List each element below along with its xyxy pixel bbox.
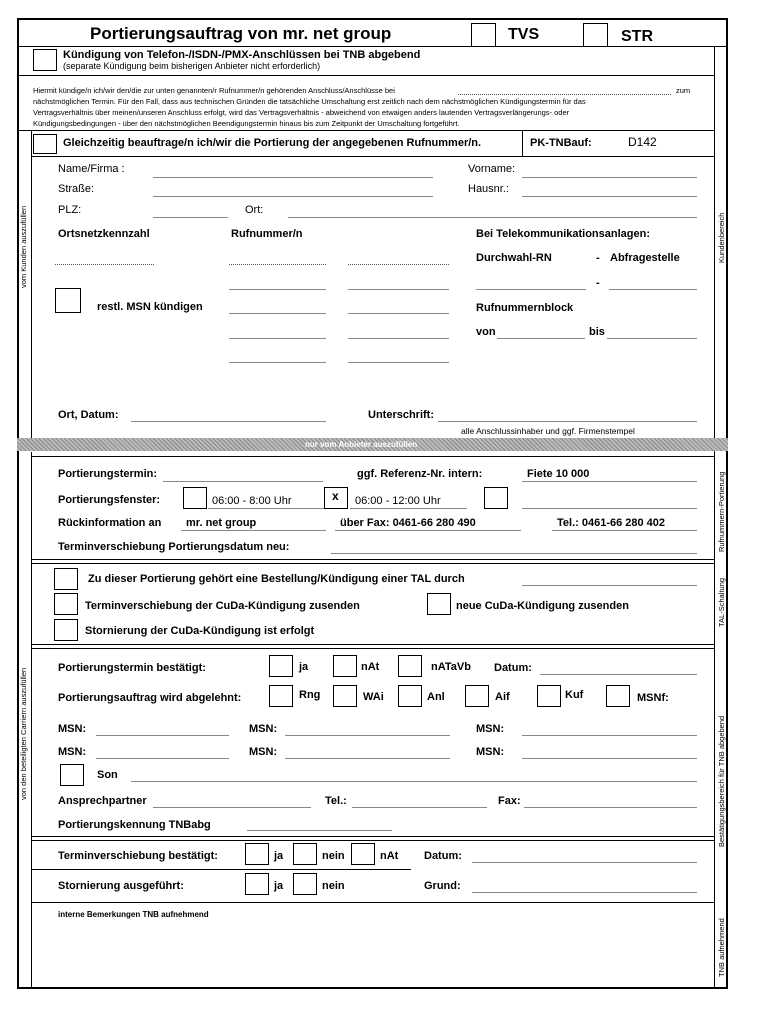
wai-checkbox[interactable] bbox=[333, 685, 357, 707]
bis-label: bis bbox=[589, 326, 605, 338]
tal-bestellung-field[interactable] bbox=[522, 585, 697, 586]
cuda-storno-label: Stornierung der CuDa-Kündigung ist erfolgt bbox=[85, 625, 315, 637]
side-label-tnb-abg-right: Bestätigungsbereich für TNB abgebend bbox=[717, 715, 726, 847]
msn-label-6: MSN: bbox=[476, 746, 505, 758]
msn-field-2[interactable] bbox=[285, 735, 450, 736]
aif-checkbox[interactable] bbox=[465, 685, 489, 707]
fenster-opt1-label: 06:00 - 8:00 Uhr bbox=[212, 495, 292, 507]
msn-field-3[interactable] bbox=[522, 735, 697, 736]
rufnummer-field-5a[interactable] bbox=[229, 362, 326, 363]
rueck-tel-label: Tel.: 0461-66 280 402 bbox=[557, 517, 666, 529]
rueckinformation-line bbox=[181, 530, 326, 531]
ortsnetzkennzahl-label: Ortsnetzkennzahl bbox=[58, 228, 150, 240]
termin-ja-checkbox[interactable] bbox=[269, 655, 293, 677]
plz-field[interactable] bbox=[153, 203, 228, 218]
bestaetigung-box bbox=[31, 648, 715, 837]
anl-label: Anl bbox=[427, 691, 445, 703]
side-label-kunde-right: Kundenbereich bbox=[717, 212, 726, 263]
form-title: Portierungsauftrag von mr. net group bbox=[90, 24, 392, 43]
ort-field[interactable] bbox=[288, 203, 697, 218]
termin-bestaetigt-label: Portierungstermin bestätigt: bbox=[58, 662, 206, 674]
side-label-tal-right: TAL-Schaltung bbox=[717, 577, 726, 627]
termin-natavb-checkbox[interactable] bbox=[398, 655, 422, 677]
rufnummer-field-1b[interactable] bbox=[348, 264, 449, 265]
name-field[interactable] bbox=[153, 163, 433, 178]
cuda-neu-label: neue CuDa-Kündigung zusenden bbox=[456, 600, 629, 612]
portierungstermin-field[interactable] bbox=[163, 481, 323, 482]
termin-nat-label: nAt bbox=[361, 661, 380, 673]
ansprechpartner-label: Ansprechpartner bbox=[58, 795, 147, 807]
referenz-label: ggf. Referenz-Nr. intern: bbox=[357, 468, 483, 480]
msn-field-1[interactable] bbox=[96, 735, 229, 736]
header-divider bbox=[17, 46, 728, 47]
storno-label: Stornierung ausgeführt: bbox=[58, 880, 184, 892]
str-label: STR bbox=[621, 28, 653, 45]
ort-datum-label: Ort, Datum: bbox=[58, 409, 119, 421]
ort-datum-field[interactable] bbox=[131, 421, 326, 422]
kuendigung-para-line2: nächstmöglichen Termin. Für den Fall, dass aus technischen Gründen die tatsächliche Umschaltung erst zeitlich nach dem nächstmöglichen Kündigungstermin für das bbox=[33, 97, 586, 106]
msn-label-3: MSN: bbox=[476, 723, 505, 735]
rueck-fax-line bbox=[335, 530, 521, 531]
rufnummer-field-1a[interactable] bbox=[229, 264, 326, 265]
fenster-opt2-label: 06:00 - 12:00 Uhr bbox=[355, 495, 441, 507]
fenster-opt1-checkbox[interactable] bbox=[183, 487, 207, 509]
block-bis-field[interactable] bbox=[607, 338, 697, 339]
ansprechpartner-field[interactable] bbox=[153, 807, 311, 808]
pk-divider bbox=[522, 130, 523, 156]
abgelehnt-label: Portierungsauftrag wird abgelehnt: bbox=[58, 692, 242, 704]
hausnr-field[interactable] bbox=[522, 182, 697, 197]
rufnummer-field-5b[interactable] bbox=[348, 362, 449, 363]
tk-anlagen-label: Bei Telekommunikationsanlagen: bbox=[476, 228, 651, 240]
verschiebung-nein-label: nein bbox=[322, 850, 345, 862]
abfragestelle-label: Abfragestelle bbox=[610, 252, 680, 264]
remarks-area[interactable] bbox=[33, 922, 713, 986]
msnf-checkbox[interactable] bbox=[606, 685, 630, 707]
rufnummer-field-3b[interactable] bbox=[348, 313, 449, 314]
gleichzeitig-checkbox[interactable] bbox=[33, 134, 57, 154]
grund-field[interactable] bbox=[472, 892, 697, 893]
rufnummer-field-4a[interactable] bbox=[229, 338, 326, 339]
verschiebung-ja-checkbox[interactable] bbox=[245, 843, 269, 865]
gleichzeitig-divider bbox=[31, 156, 715, 157]
storno-nein-checkbox[interactable] bbox=[293, 873, 317, 895]
verschiebung-top-line bbox=[31, 840, 715, 841]
kuendigung-subtitle: (separate Kündigung beim bisherigen Anbieter nicht erforderlich) bbox=[63, 61, 321, 71]
side-label-tnb-auf-right: TNB aufnehmend bbox=[717, 918, 726, 977]
durchwahl-label: Durchwahl-RN bbox=[476, 252, 552, 264]
terminverschiebung-label: Terminverschiebung Portierungsdatum neu: bbox=[58, 541, 290, 553]
kuf-checkbox[interactable] bbox=[537, 685, 561, 707]
msn-label-5: MSN: bbox=[249, 746, 278, 758]
msn-label-1: MSN: bbox=[58, 723, 87, 735]
termin-ja-label: ja bbox=[299, 661, 309, 673]
unterschrift-field[interactable] bbox=[438, 421, 697, 422]
rueck-tel-line bbox=[552, 530, 697, 531]
aif-label: Aif bbox=[495, 691, 510, 703]
block-von-field[interactable] bbox=[497, 338, 585, 339]
rufnummer-field-2a[interactable] bbox=[229, 289, 326, 290]
cuda-verschiebung-checkbox[interactable] bbox=[54, 593, 78, 615]
wai-label: WAi bbox=[363, 691, 384, 703]
pk-tnbauf-value: D142 bbox=[628, 135, 657, 149]
vorname-label: Vorname: bbox=[468, 163, 516, 175]
verschiebung-ja-label: ja bbox=[274, 850, 284, 862]
ortsnetzkennzahl-field[interactable] bbox=[55, 264, 154, 265]
rufnummer-field-4b[interactable] bbox=[348, 338, 449, 339]
msn-field-6[interactable] bbox=[522, 758, 697, 759]
remarks-label: interne Bemerkungen TNB aufnehmend bbox=[58, 910, 209, 919]
abfrage-dash: - bbox=[596, 277, 600, 289]
gleichzeitig-label: Gleichzeitig beauftrage/n ich/wir die Portierung der angegebenen Rufnummer/n. bbox=[63, 137, 482, 149]
msnf-label: MSNf: bbox=[637, 692, 669, 704]
rng-label: Rng bbox=[299, 689, 321, 701]
kuendigung-checkbox[interactable] bbox=[33, 49, 57, 71]
strasse-field[interactable] bbox=[153, 182, 433, 197]
termin-datum-label: Datum: bbox=[494, 662, 532, 674]
verschiebung-nat-checkbox[interactable] bbox=[351, 843, 375, 865]
anbieter-name-field[interactable] bbox=[458, 94, 671, 95]
kuendigung-para-zum: zum bbox=[676, 86, 691, 95]
cuda-storno-checkbox[interactable] bbox=[54, 619, 78, 641]
kuendigung-divider bbox=[17, 75, 715, 76]
cuda-neu-checkbox[interactable] bbox=[427, 593, 451, 615]
termin-datum-field[interactable] bbox=[540, 674, 697, 675]
portierungstermin-label: Portierungstermin: bbox=[58, 468, 158, 480]
vorname-field[interactable] bbox=[522, 163, 697, 178]
terminverschiebung-field[interactable] bbox=[331, 553, 697, 554]
msn-label-4: MSN: bbox=[58, 746, 87, 758]
tal-bestellung-label: Zu dieser Portierung gehört eine Bestellung/Kündigung einer TAL durch bbox=[88, 573, 465, 585]
verschiebung-nein-checkbox[interactable] bbox=[293, 843, 317, 865]
tvs-label: TVS bbox=[508, 26, 540, 43]
msn-label-2: MSN: bbox=[249, 723, 278, 735]
verschiebung-nat-label: nAt bbox=[380, 850, 399, 862]
rufnummer-field-2b[interactable] bbox=[348, 289, 449, 290]
fenster-opt3-checkbox[interactable] bbox=[484, 487, 508, 509]
remarks-top-line bbox=[31, 902, 715, 903]
kuendigung-title: Kündigung von Telefon-/ISDN-/PMX-Anschlüssen bei TNB abgebend bbox=[63, 49, 421, 61]
name-label: Name/Firma : bbox=[58, 163, 125, 175]
para-divider bbox=[17, 130, 715, 131]
hausnr-label: Hausnr.: bbox=[468, 183, 509, 195]
side-label-carrier-left: von den beteiligten Carriern auszufüllen bbox=[19, 667, 28, 800]
restl-msn-label: restl. MSN kündigen bbox=[97, 301, 203, 313]
side-label-kunde-left: vom Kunden auszufüllen bbox=[19, 205, 28, 288]
anl-checkbox[interactable] bbox=[398, 685, 422, 707]
rueckinformation-label: Rückinformation an bbox=[58, 517, 162, 529]
son-label: Son bbox=[97, 769, 118, 781]
rueckinformation-value: mr. net group bbox=[186, 517, 257, 529]
inhaber-note: alle Anschlussinhaber und ggf. Firmenstempel bbox=[461, 426, 635, 436]
kuendigung-para-line3: Vertragsverhältnis über meinen/unseren Anschluss erfolgt, wird das Vertragsverhältnis - abweichend von etwaigen anders lautenden Vertragsverlängerungs- oder bbox=[33, 108, 570, 117]
rufnummer-label: Rufnummer/n bbox=[231, 228, 303, 240]
pk-tnbauf-label: PK-TNBauf: bbox=[530, 137, 592, 149]
portierungskennung-field[interactable] bbox=[247, 830, 392, 831]
verschiebung-datum-field[interactable] bbox=[472, 862, 697, 863]
str-checkbox[interactable] bbox=[583, 23, 608, 47]
rufnummer-field-3a[interactable] bbox=[229, 313, 326, 314]
fenster-opt3-field[interactable] bbox=[522, 508, 697, 509]
plz-label: PLZ: bbox=[58, 204, 82, 216]
kuendigung-para-line4: Kündigungsbedingungen - über den nächstmöglichen Beendigungstermin hinaus bis zum Zeitpunkt der Umschaltung fortgeführt. bbox=[33, 119, 460, 128]
referenz-field[interactable] bbox=[522, 481, 697, 482]
ansprech-fax-field[interactable] bbox=[524, 807, 697, 808]
fenster-opt2-mark: x bbox=[332, 489, 339, 503]
von-label: von bbox=[476, 326, 496, 338]
storno-ja-checkbox[interactable] bbox=[245, 873, 269, 895]
rng-checkbox[interactable] bbox=[269, 685, 293, 707]
ort-label: Ort: bbox=[245, 204, 264, 216]
ansprech-fax-label: Fax: bbox=[498, 795, 521, 807]
msn-field-4[interactable] bbox=[96, 758, 229, 759]
storno-nein-label: nein bbox=[322, 880, 345, 892]
son-checkbox[interactable] bbox=[60, 764, 84, 786]
msn-field-5[interactable] bbox=[285, 758, 450, 759]
restl-msn-checkbox[interactable] bbox=[55, 288, 81, 313]
storno-separator bbox=[31, 869, 411, 870]
strasse-label: Straße: bbox=[58, 183, 95, 195]
durchwahl-dash: - bbox=[596, 252, 600, 264]
verschiebung-datum-label: Datum: bbox=[424, 850, 462, 862]
kuendigung-para-line1: Hiermit kündige/n ich/wir den/die zur unten genannten/r Rufnummer/n gehörenden Anschluss/Anschlüsse bei bbox=[33, 86, 395, 95]
fenster-opt2-line bbox=[350, 508, 467, 509]
son-field[interactable] bbox=[131, 781, 697, 782]
abfragestelle-field[interactable] bbox=[609, 289, 697, 290]
tvs-checkbox[interactable] bbox=[471, 23, 496, 47]
storno-ja-label: ja bbox=[274, 880, 284, 892]
portierungsfenster-label: Portierungsfenster: bbox=[58, 494, 161, 506]
rufnummernblock-label: Rufnummernblock bbox=[476, 302, 574, 314]
termin-nat-checkbox[interactable] bbox=[333, 655, 357, 677]
termin-natavb-label: nATaVb bbox=[431, 661, 471, 673]
rueck-fax-label: über Fax: 0461-66 280 490 bbox=[340, 517, 476, 529]
side-label-portierung-right: Rufnummern-Portierung bbox=[717, 471, 726, 552]
ansprech-tel-label: Tel.: bbox=[325, 795, 347, 807]
anbieter-divider-label: nur vom Anbieter auszufüllen bbox=[305, 440, 418, 449]
ansprech-tel-field[interactable] bbox=[352, 807, 487, 808]
tal-bestellung-checkbox[interactable] bbox=[54, 568, 78, 590]
portierungskennung-label: Portierungskennung TNBabg bbox=[58, 819, 211, 831]
grund-label: Grund: bbox=[424, 880, 461, 892]
unterschrift-label: Unterschrift: bbox=[368, 409, 435, 421]
referenz-value: Fiete 10 000 bbox=[527, 468, 590, 480]
durchwahl-field[interactable] bbox=[476, 289, 586, 290]
fenster-opt1-line bbox=[208, 508, 325, 509]
cuda-verschiebung-label: Terminverschiebung der CuDa-Kündigung zusenden bbox=[85, 600, 360, 612]
verschiebung-bestaetigt-label: Terminverschiebung bestätigt: bbox=[58, 850, 218, 862]
left-side-divider bbox=[31, 130, 32, 438]
kuf-label: Kuf bbox=[565, 689, 584, 701]
